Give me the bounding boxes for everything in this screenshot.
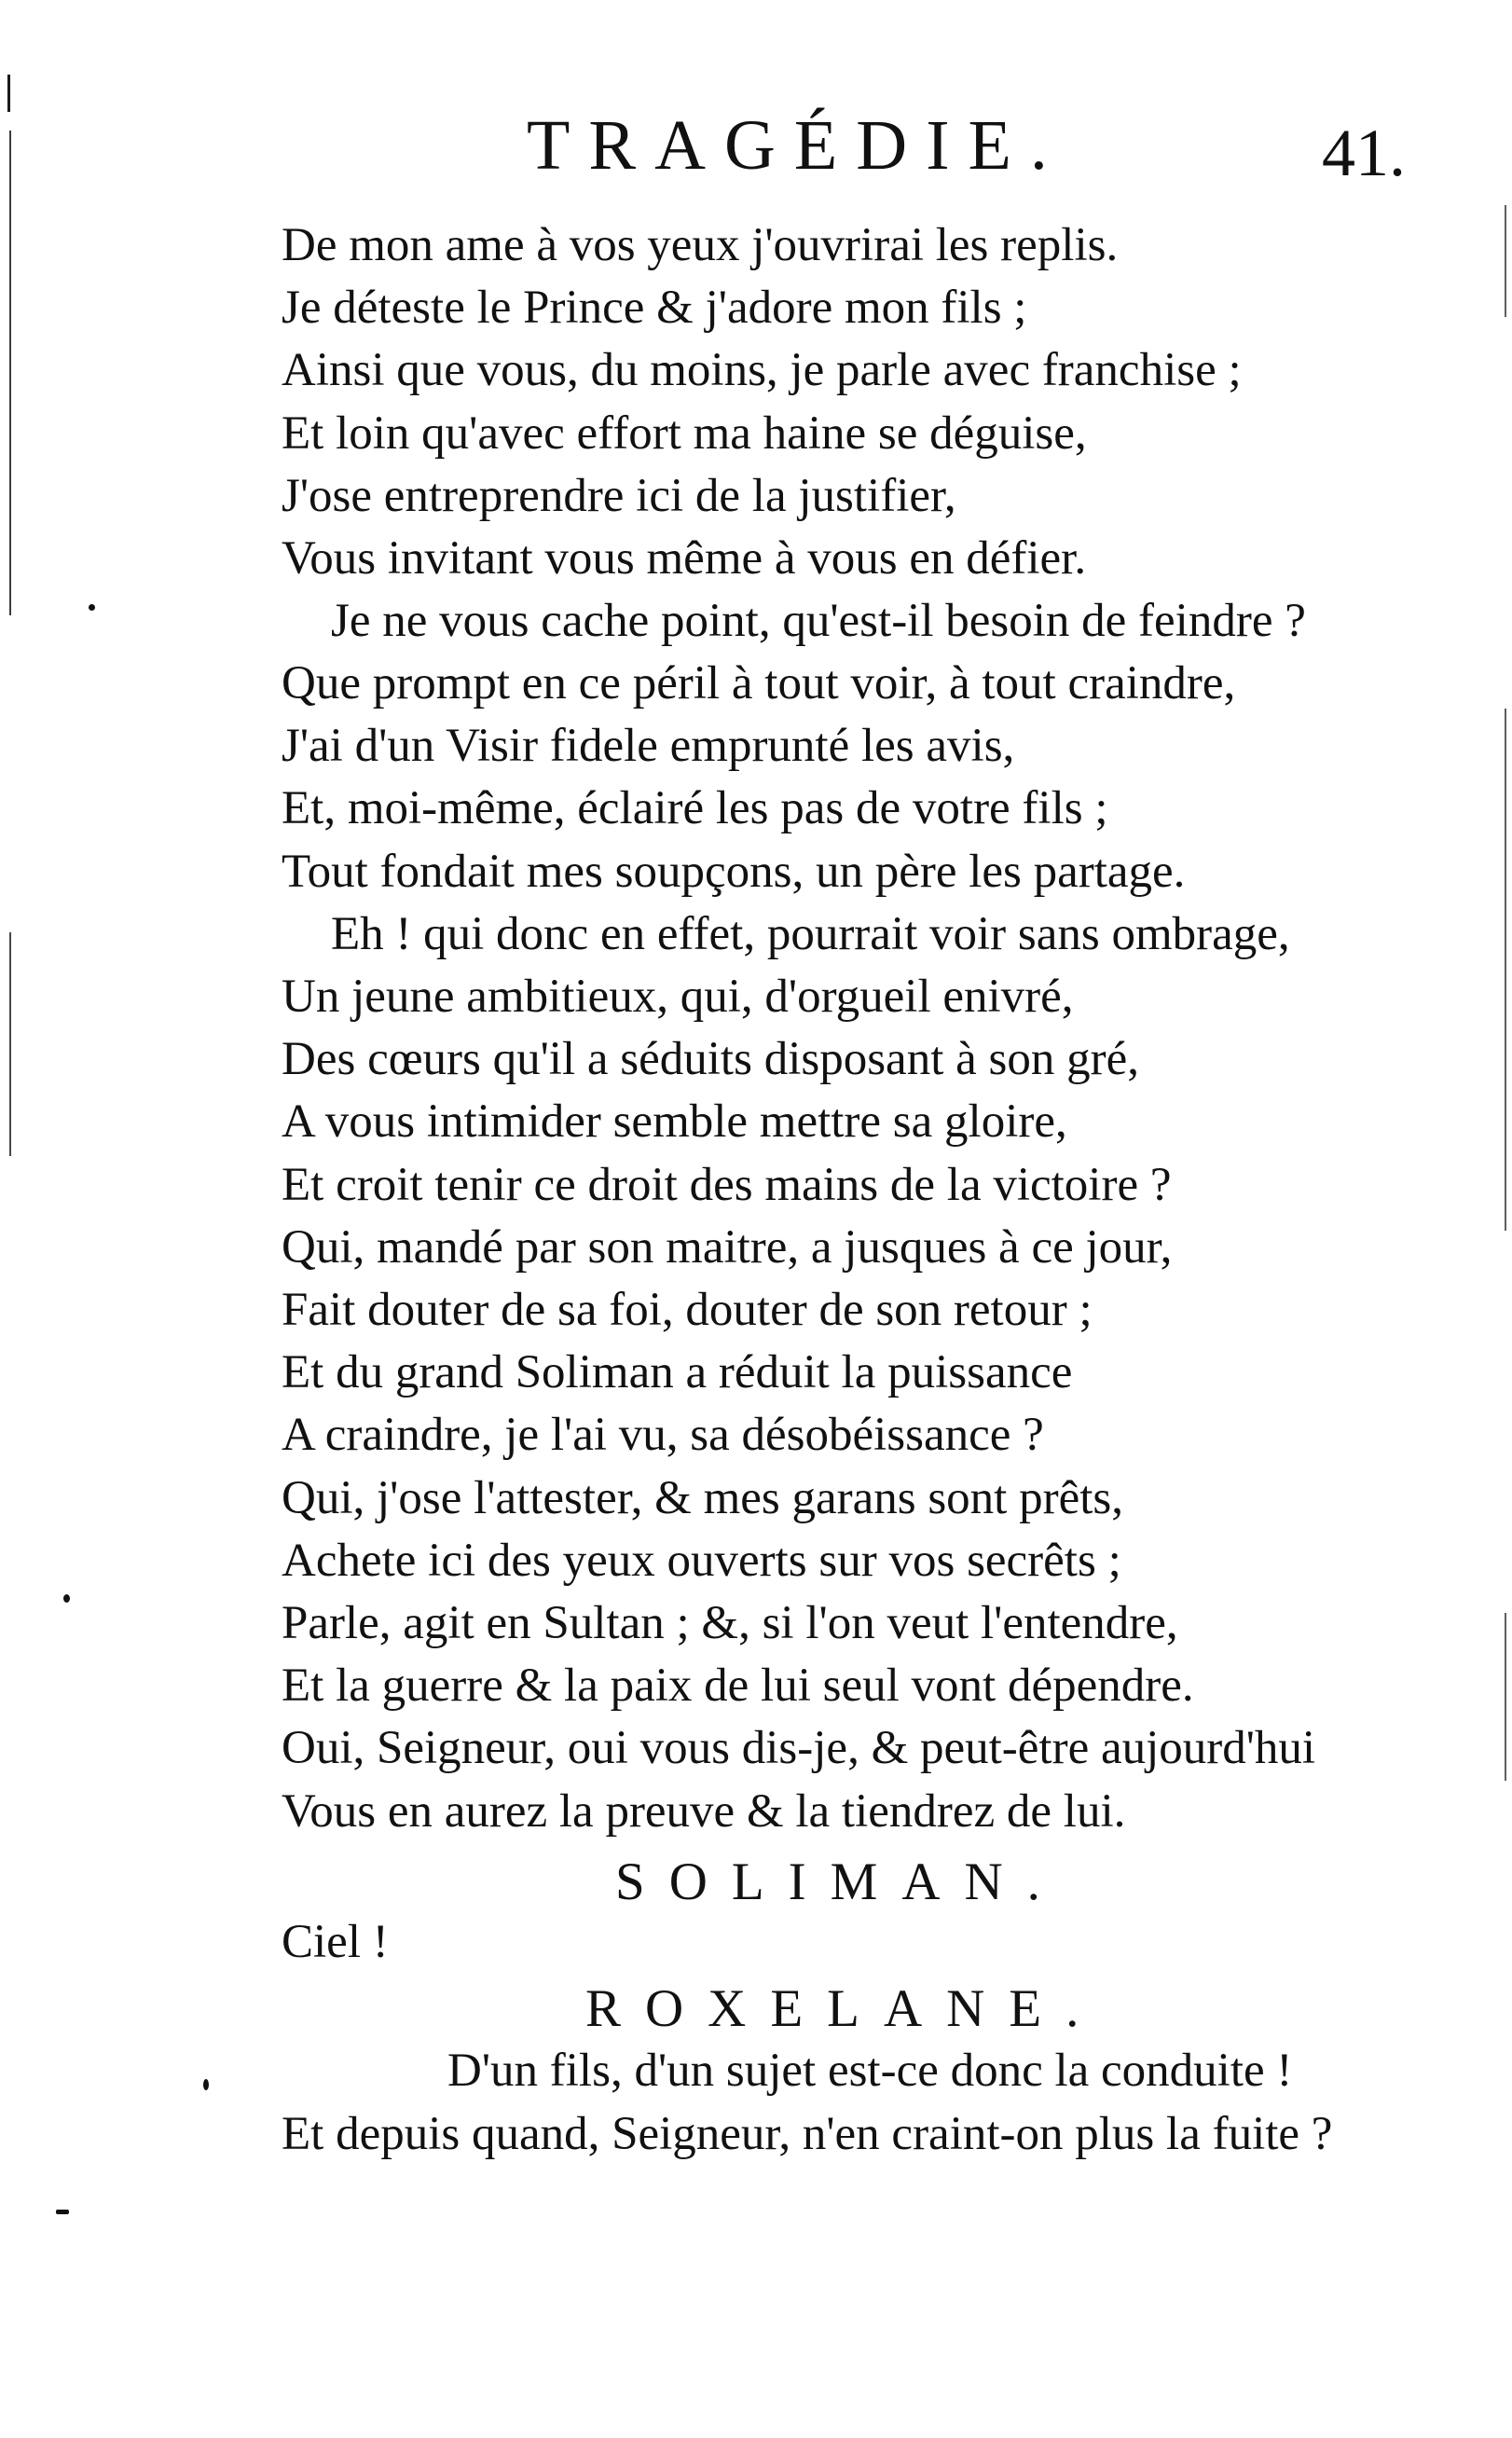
verse-line: Que prompt en ce péril à tout voir, à tout craindre, <box>282 657 1236 709</box>
verse-line: Vous invitant vous même à vous en défier. <box>282 532 1087 585</box>
speaker-name: SOLIMAN. <box>615 1853 1065 1911</box>
verse-line: Et loin qu'avec effort ma haine se déguise, <box>282 407 1087 460</box>
verse-line: Et la guerre & la paix de lui seul vont dépendre. <box>282 1660 1194 1712</box>
verse-line: Et du grand Soliman a réduit la puissance <box>282 1346 1073 1398</box>
verse-line: Je déteste le Prince & j'adore mon fils ; <box>282 282 1027 334</box>
scan-edge-mark <box>9 932 11 1156</box>
verse-line: J'ose entreprendre ici de la justifier, <box>282 470 956 522</box>
verse-line: Et depuis quand, Seigneur, n'en craint-on plus la fuite ? <box>282 2108 1333 2160</box>
verse-line: Achete ici des yeux ouverts sur vos secrêts ; <box>282 1535 1121 1587</box>
scan-edge-mark <box>1505 205 1506 317</box>
verse-line: Ciel ! <box>282 1916 389 1968</box>
page-number: 41. <box>1322 116 1406 190</box>
scan-edge-mark <box>1505 709 1506 1231</box>
verse-line: Et, moi-même, éclairé les pas de votre fils ; <box>282 782 1108 834</box>
running-head: TRAGÉDIE. <box>527 106 1066 185</box>
scan-speck <box>56 2210 69 2214</box>
verse-line: Tout fondait mes soupçons, un père les partage. <box>282 846 1186 898</box>
verse-line: Oui, Seigneur, oui vous dis-je, & peut-être aujourd'hui <box>282 1722 1316 1774</box>
verse-line: Qui, j'ose l'attester, & mes garans sont prêts, <box>282 1472 1123 1524</box>
verse-line: Fait douter de sa foi, douter de son retour ; <box>282 1284 1093 1336</box>
verse-line: D'un fils, d'un sujet est-ce donc la conduite ! <box>447 2045 1293 2097</box>
scan-speck <box>89 604 95 611</box>
verse-line: Eh ! qui donc en effet, pourrait voir sans ombrage, <box>331 908 1290 960</box>
verse-line: Qui, mandé par son maitre, a jusques à ce jour, <box>282 1221 1173 1274</box>
scan-speck <box>203 2079 209 2090</box>
speaker-name: ROXELANE. <box>585 1979 1104 2038</box>
scan-speck <box>63 1594 70 1603</box>
verse-line: Des cœurs qu'il a séduits disposant à son gré, <box>282 1033 1139 1085</box>
verse-line: Un jeune ambitieux, qui, d'orgueil enivré, <box>282 971 1074 1023</box>
verse-line: A craindre, je l'ai vu, sa désobéissance ? <box>282 1409 1044 1461</box>
verse-line: Vous en aurez la preuve & la tiendrez de lui. <box>282 1785 1126 1838</box>
verse-line: J'ai d'un Visir fidele emprunté les avis, <box>282 720 1015 772</box>
scan-edge-mark <box>1505 1613 1506 1781</box>
scan-edge-mark <box>7 75 10 112</box>
verse-line: De mon ame à vos yeux j'ouvrirai les replis. <box>282 219 1119 271</box>
verse-line: Ainsi que vous, du moins, je parle avec franchise ; <box>282 344 1242 396</box>
verse-line: Parle, agit en Sultan ; &, si l'on veut l'entendre, <box>282 1597 1178 1649</box>
verse-line: Et croit tenir ce droit des mains de la victoire ? <box>282 1159 1172 1211</box>
scan-edge-mark <box>9 131 11 615</box>
verse-line: A vous intimider semble mettre sa gloire, <box>282 1095 1067 1148</box>
verse-line: Je ne vous cache point, qu'est-il besoin de feindre ? <box>331 595 1306 647</box>
